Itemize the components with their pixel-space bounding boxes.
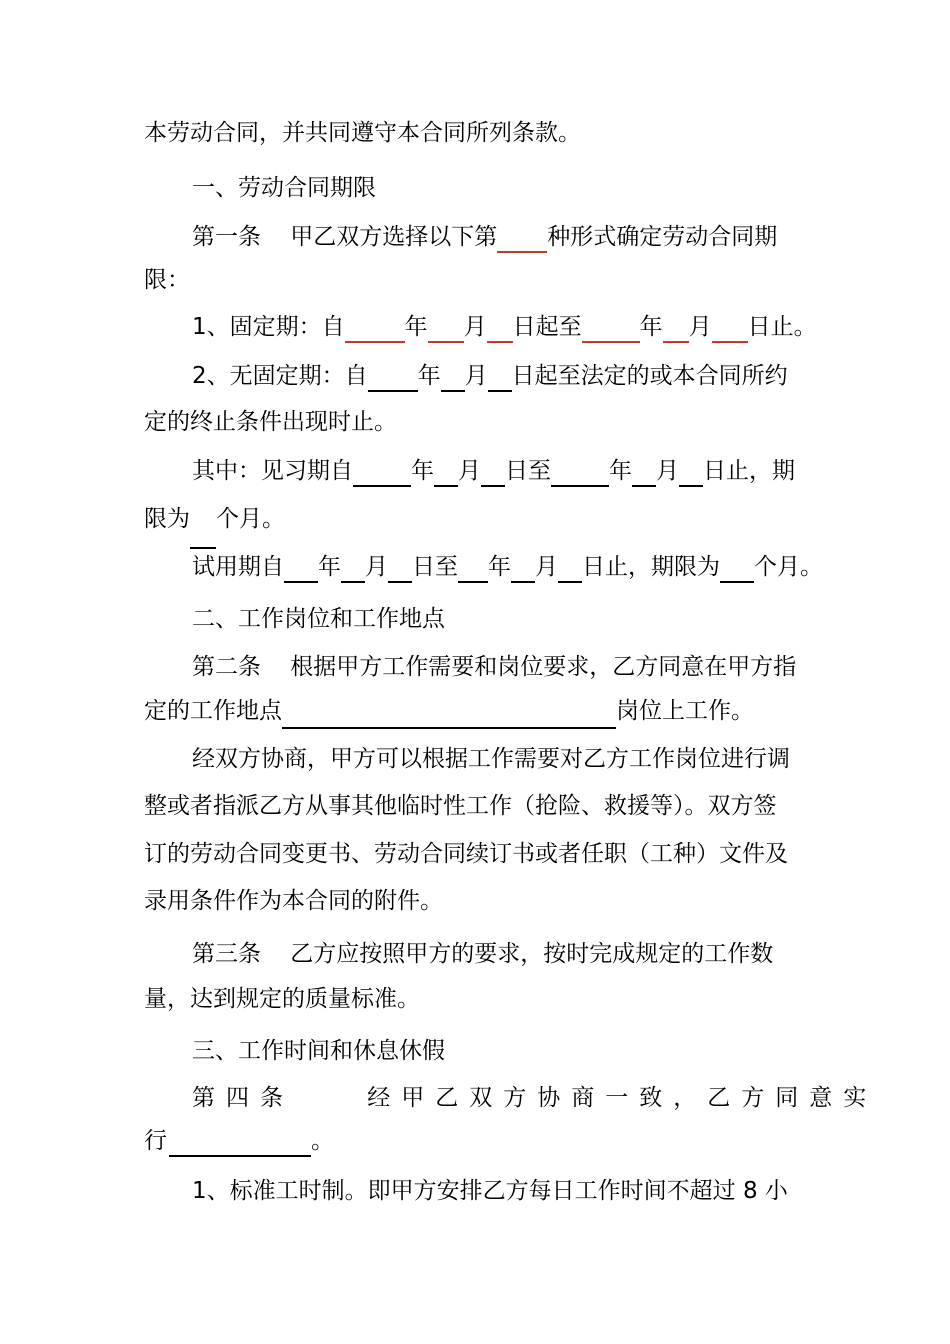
text-line: 第二条 根据甲方工作需要和岗位要求，乙方同意在甲方指 bbox=[192, 654, 797, 680]
blank-field bbox=[282, 719, 616, 720]
text-line bbox=[144, 1126, 334, 1156]
text-segment: 月 bbox=[535, 554, 558, 580]
text-line: 定的终止条件出现时止。 bbox=[144, 409, 397, 435]
blank-field bbox=[284, 573, 318, 574]
text-segment: 月 bbox=[464, 363, 488, 389]
blank-field bbox=[551, 477, 609, 478]
text-segment: 日止，期 bbox=[703, 458, 795, 484]
text-segment: 日止，期限为 bbox=[582, 554, 720, 580]
section-heading: 三、工作时间和休息休假 bbox=[192, 1038, 445, 1064]
text-segment: 1、固定期：自 bbox=[192, 314, 345, 340]
text-segment: 年 bbox=[318, 554, 341, 580]
text-segment: 定的工作地点 bbox=[144, 698, 282, 724]
blank-field bbox=[428, 333, 464, 334]
text-line bbox=[192, 312, 817, 342]
text-segment: 第一条 甲乙双方选择以下第 bbox=[192, 224, 498, 250]
blank-field bbox=[679, 477, 703, 478]
text-segment: 试用期自 bbox=[192, 554, 284, 580]
blank-field bbox=[712, 333, 748, 334]
text-line bbox=[192, 222, 777, 252]
text-segment: 年 bbox=[488, 554, 511, 580]
text-segment: 年 bbox=[609, 458, 632, 484]
text-segment: 年 bbox=[404, 314, 428, 340]
text-line: 本劳动合同，并共同遵守本合同所列条款。 bbox=[144, 120, 581, 146]
blank-field bbox=[345, 333, 405, 334]
blank-field bbox=[458, 573, 488, 574]
text-segment: 年 bbox=[417, 363, 441, 389]
blank-field bbox=[190, 539, 216, 540]
blank-field bbox=[487, 333, 513, 334]
text-segment: 日起至 bbox=[512, 314, 582, 340]
text-segment: 岗位上工作。 bbox=[616, 698, 754, 724]
text-line: 经双方协商，甲方可以根据工作需要对乙方工作岗位进行调 bbox=[192, 746, 790, 772]
text-segment: 日起至法定的或本合同所约 bbox=[511, 363, 788, 389]
text-line: 1、标准工时制。即甲方安排乙方每日工作时间不超过 8 小 bbox=[192, 1178, 788, 1204]
text-line: 订的劳动合同变更书、劳动合同续订书或者任职（工种）文件及 bbox=[144, 841, 788, 867]
text-segment: 其中：见习期自 bbox=[192, 458, 353, 484]
text-line: 量，达到规定的质量标准。 bbox=[144, 986, 420, 1012]
text-segment: 种形式确定劳动合同期 bbox=[547, 224, 778, 250]
section-heading: 二、工作岗位和工作地点 bbox=[192, 606, 445, 632]
blank-field bbox=[488, 382, 512, 383]
text-segment: 月 bbox=[458, 458, 481, 484]
text-segment: 日至 bbox=[412, 554, 458, 580]
text-line bbox=[144, 504, 285, 534]
text-line bbox=[192, 552, 823, 582]
text-segment: 日止。 bbox=[747, 314, 817, 340]
text-segment: 月 bbox=[365, 554, 388, 580]
blank-field bbox=[720, 573, 754, 574]
text-segment: 月 bbox=[656, 458, 679, 484]
blank-field bbox=[388, 573, 412, 574]
text-segment: 月 bbox=[688, 314, 712, 340]
blank-field bbox=[441, 382, 465, 383]
text-segment: 月 bbox=[463, 314, 487, 340]
text-segment: 年 bbox=[411, 458, 434, 484]
blank-field bbox=[341, 573, 365, 574]
text-segment: 日至 bbox=[505, 458, 551, 484]
text-line: 第三条 乙方应按照甲方的要求，按时完成规定的工作数 bbox=[192, 941, 774, 967]
text-segment: 个月。 bbox=[754, 554, 823, 580]
text-line bbox=[144, 696, 754, 726]
text-segment: 。 bbox=[311, 1128, 334, 1154]
blank-field bbox=[582, 333, 640, 334]
text-segment: 2、无固定期：自 bbox=[192, 363, 368, 389]
blank-field bbox=[353, 477, 411, 478]
text-line: 第四条 经甲乙双方协商一致，乙方同意实 bbox=[192, 1085, 878, 1111]
blank-field bbox=[481, 477, 505, 478]
text-segment: 个月。 bbox=[216, 506, 285, 532]
blank-field bbox=[558, 573, 582, 574]
blank-field bbox=[497, 243, 547, 244]
text-segment: 行 bbox=[144, 1128, 167, 1154]
blank-field bbox=[434, 477, 458, 478]
text-line: 整或者指派乙方从事其他临时性工作（抢险、救援等）。双方签 bbox=[144, 793, 777, 819]
section-heading: 一、劳动合同期限 bbox=[192, 175, 376, 201]
blank-field bbox=[632, 477, 656, 478]
text-segment: 年 bbox=[639, 314, 663, 340]
text-line bbox=[192, 361, 788, 391]
text-line: 限： bbox=[144, 267, 190, 293]
text-line: 录用条件作为本合同的附件。 bbox=[144, 888, 443, 914]
text-line bbox=[192, 456, 795, 486]
text-segment: 限为 bbox=[144, 506, 190, 532]
blank-field bbox=[663, 333, 689, 334]
blank-field bbox=[169, 1147, 311, 1148]
blank-field bbox=[368, 382, 418, 383]
blank-field bbox=[511, 573, 535, 574]
